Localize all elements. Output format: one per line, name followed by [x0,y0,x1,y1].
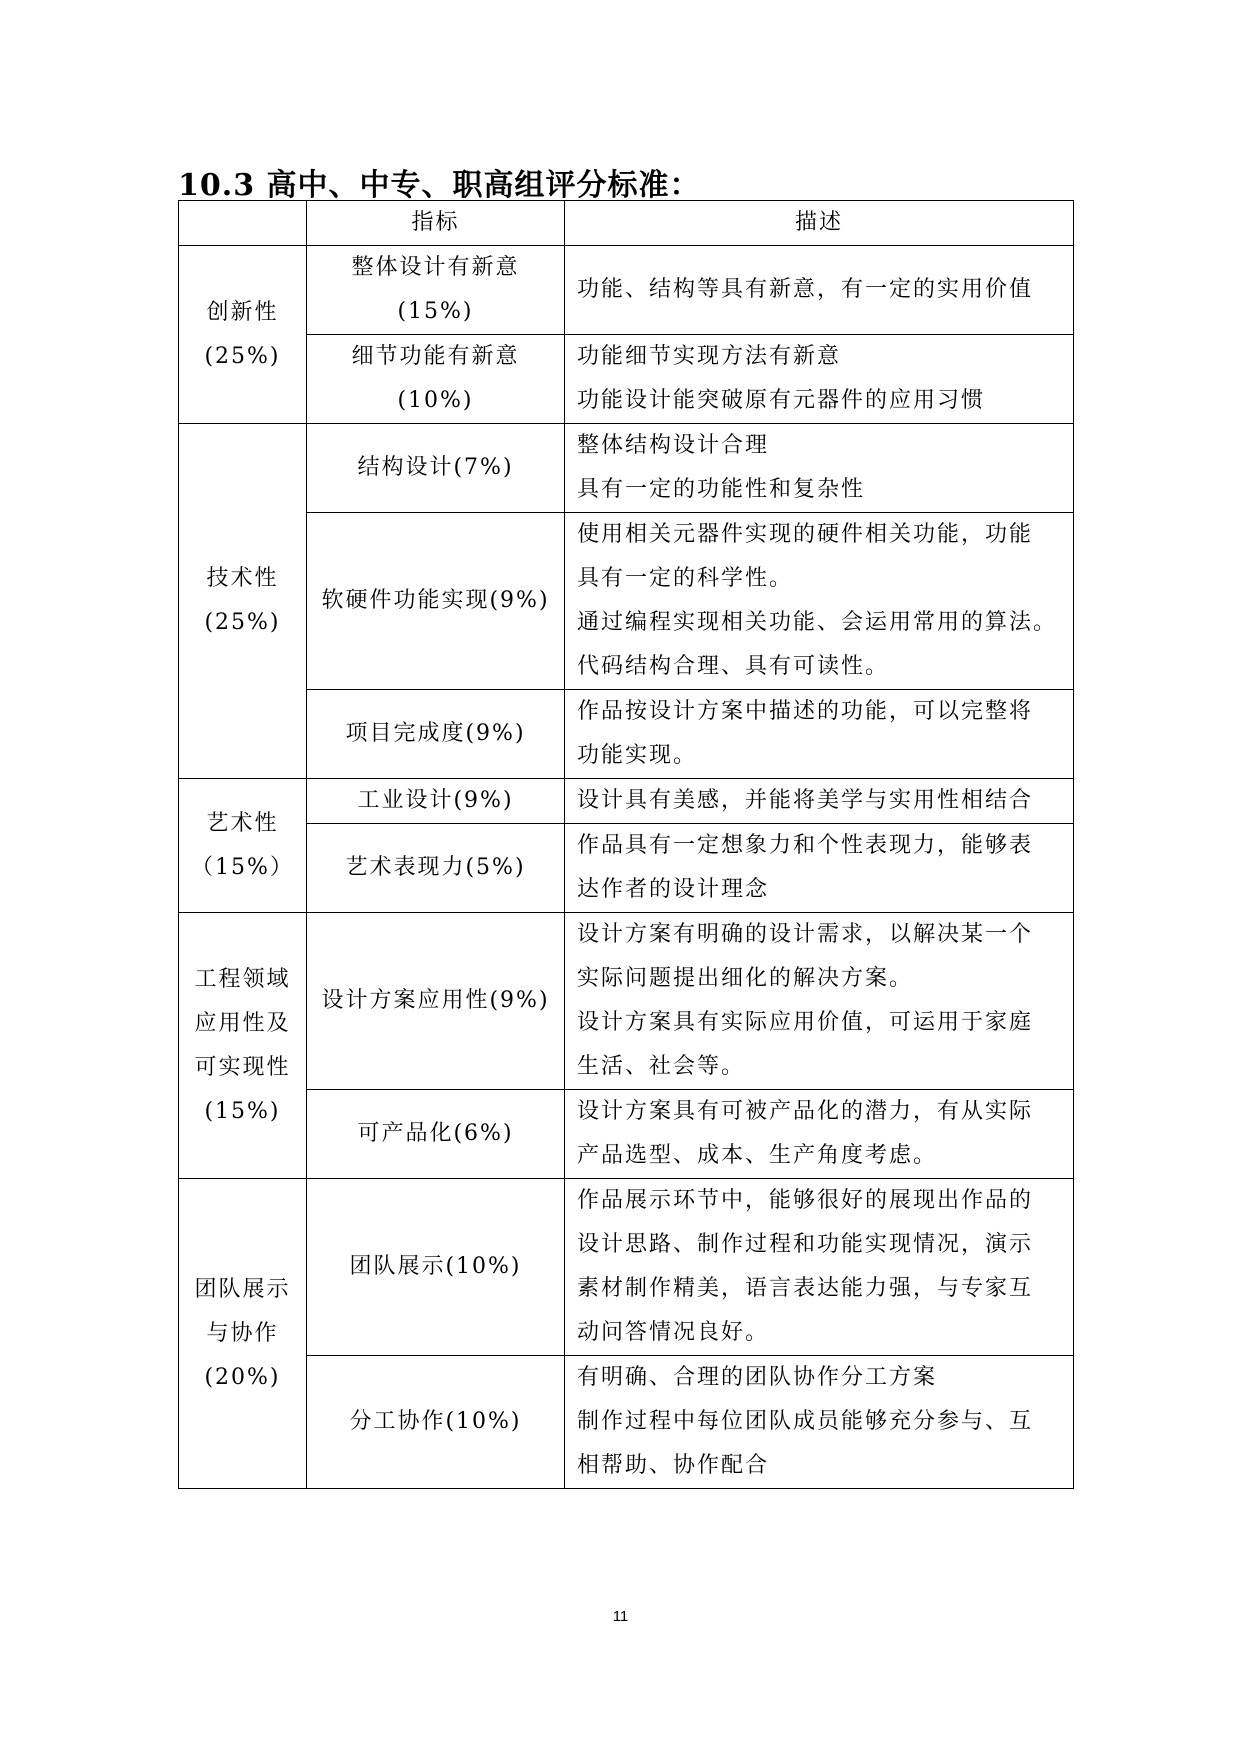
indicator-text: 项目完成度(9%) [345,721,526,746]
category-text: 应用性及 [194,1010,291,1036]
description-text: 产品选型、成本、生产角度考虑。 [577,1143,938,1168]
indicator-text: 分工协作(10%) [349,1409,522,1434]
description-text: 功能、结构等具有新意，有一定的实用价值 [577,277,1034,302]
category-text: 技术性 [206,566,279,591]
indicator-cell [307,913,565,1090]
table-row [179,779,1074,824]
indicator-cell [307,1356,565,1489]
category-text: （15%） [191,854,294,880]
category-text: 可实现性 [194,1054,291,1080]
description-text: 相帮助、协作配合 [577,1453,770,1478]
table-header-row [179,201,1074,246]
description-text: 作品具有一定想象力和个性表现力，能够表 [577,833,1034,858]
indicator-text: 团队展示(10%) [349,1254,522,1279]
table-row [179,913,1074,1090]
indicator-cell [307,1179,565,1356]
description-text: 设计方案具有实际应用价值，可运用于家庭 [577,1010,1034,1035]
indicator-text: 整体设计有新意 [351,255,520,280]
category-text: 创新性 [206,299,279,325]
indicator-cell [307,513,565,690]
indicator-cell [307,824,565,913]
indicator-cell [307,335,565,424]
description-text: 功能设计能突破原有元器件的应用习惯 [577,388,986,413]
description-cell [565,246,1074,335]
description-text: 使用相关元器件实现的硬件相关功能，功能 [577,522,1034,547]
description-text: 代码结构合理、具有可读性。 [577,654,890,679]
description-text: 设计方案具有可被产品化的潜力，有从实际 [577,1099,1034,1124]
category-cell [179,246,307,424]
description-text: 设计思路、制作过程和功能实现情况，演示 [577,1232,1034,1257]
description-cell [565,513,1074,690]
category-cell [179,1179,307,1489]
category-text: 工程领域 [194,966,291,992]
category-text: (25%) [204,610,281,635]
indicator-text: 艺术表现力(5%) [345,855,526,880]
page-number: 11 [612,1608,629,1625]
description-cell [565,335,1074,424]
table-row [179,1356,1074,1489]
description-text: 具有一定的功能性和复杂性 [577,477,866,502]
description-cell [565,690,1074,779]
page-title: 10.3 高中、中专、职高组评分标准： [178,168,701,203]
indicator-cell [307,1090,565,1179]
indicator-cell [307,246,565,335]
table-row [179,335,1074,424]
description-text: 达作者的设计理念 [577,877,770,902]
table-row [179,424,1074,513]
table-row [179,1179,1074,1356]
description-text: 具有一定的科学性。 [577,566,794,591]
description-text: 作品按设计方案中描述的功能，可以完整将 [577,699,1034,724]
table-row [179,246,1074,335]
description-cell [565,1179,1074,1356]
table-row [179,1090,1074,1179]
description-text: 生活、社会等。 [577,1054,746,1079]
description-text: 制作过程中每位团队成员能够充分参与、互 [577,1409,1034,1434]
indicator-cell [307,690,565,779]
description-text: 作品展示环节中，能够很好的展现出作品的 [577,1188,1034,1213]
header-indicator: 指标 [307,201,565,246]
description-text: 整体结构设计合理 [577,433,770,458]
category-cell [179,913,307,1179]
category-text: (20%) [204,1364,281,1390]
category-text: (25%) [204,343,281,369]
indicator-cell [307,779,565,824]
description-text: 通过编程实现相关功能、会运用常用的算法。 [577,610,1058,635]
description-cell [565,1090,1074,1179]
category-text: 与协作 [206,1320,279,1346]
indicator-text: (10%) [397,388,474,413]
description-cell [565,1356,1074,1489]
scoring-criteria-table [178,200,1074,1489]
indicator-text: 结构设计(7%) [357,455,514,480]
category-text: 团队展示 [194,1276,291,1302]
category-text: (15%) [204,1098,281,1124]
indicator-text: (15%) [397,299,474,324]
indicator-text: 可产品化(6%) [357,1121,514,1146]
description-cell [565,913,1074,1090]
category-text: 艺术性 [206,810,279,836]
indicator-cell [307,424,565,513]
description-cell [565,779,1074,824]
description-text: 功能细节实现方法有新意 [577,344,842,369]
description-text: 有明确、合理的团队协作分工方案 [577,1365,938,1390]
indicator-text: 细节功能有新意 [351,344,520,369]
description-text: 实际问题提出细化的解决方案。 [577,966,914,991]
indicator-text: 设计方案应用性(9%) [321,988,550,1013]
table-row [179,690,1074,779]
indicator-text: 软硬件功能实现(9%) [321,588,550,613]
category-cell [179,424,307,779]
description-text: 设计方案有明确的设计需求，以解决某一个 [577,922,1034,947]
table-row [179,824,1074,913]
indicator-text: 工业设计(9%) [357,788,514,813]
header-category [179,201,307,246]
description-text: 素材制作精美，语言表达能力强，与专家互 [577,1276,1034,1301]
category-cell [179,779,307,913]
description-text: 功能实现。 [577,743,698,768]
description-text: 设计具有美感，并能将美学与实用性相结合 [577,788,1034,813]
description-cell [565,824,1074,913]
description-text: 动问答情况良好。 [577,1320,770,1345]
header-description: 描述 [565,201,1074,246]
description-cell [565,424,1074,513]
table-row [179,513,1074,690]
